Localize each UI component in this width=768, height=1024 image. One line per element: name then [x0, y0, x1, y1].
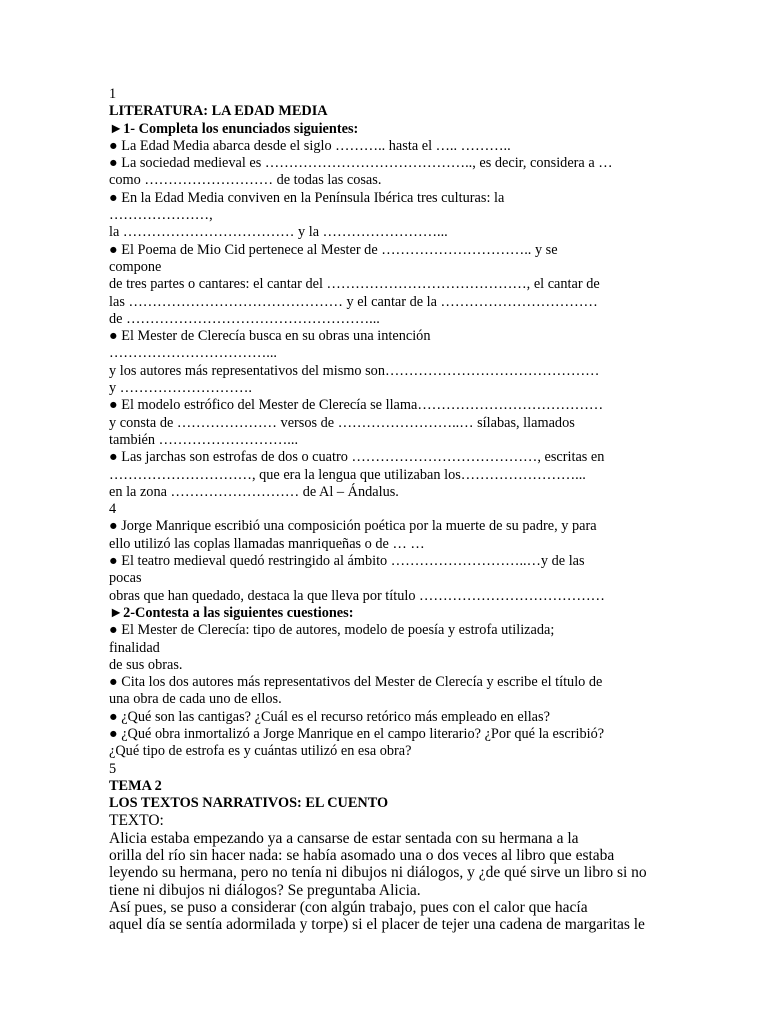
text-line: de ……………………………………………... [109, 310, 380, 327]
text-line: ● El teatro medieval quedó restringido al ámbito ………………………..…y de las [109, 553, 585, 570]
story-line: Así pues, se puso a considerar (con algún trabajo, pues con el calor que hacía [109, 898, 588, 916]
page-number: 4 [109, 501, 117, 518]
story-line: orilla del río sin hacer nada: se había asomado una o dos veces al libro que estaba [109, 847, 615, 865]
unit-title: LITERATURA: LA EDAD MEDIA [109, 103, 328, 120]
theme-heading: TEMA 2 [109, 777, 162, 794]
page-number: 1 [109, 86, 117, 102]
text-line: ……………………………... [109, 345, 277, 362]
text-line: ● Las jarchas son estrofas de dos o cuatro …………………………………, escritas en [109, 449, 605, 466]
story-line: aquel día se sentía adormilada y torpe) si el placer de tejer una cadena de margaritas le [109, 916, 645, 934]
text-line: …………………, [109, 207, 213, 224]
text-line: de tres partes o cantares: el cantar del ……………………………………, el cantar de [109, 276, 600, 293]
document-page [109, 86, 659, 934]
text-line: como ……………………… de todas las cosas. [109, 172, 382, 189]
text-line: ● ¿Qué son las cantigas? ¿Cuál es el recurso retórico más empleado en ellas? [109, 708, 550, 725]
text-line: finalidad [109, 639, 160, 656]
story-line: leyendo su hermana, pero no tenía ni dibujos ni diálogos, y ¿de qué sirve un libro si no [109, 864, 647, 882]
story-line: Alicia estaba empezando ya a cansarse de estar sentada con su hermana a la [109, 829, 579, 847]
text-line: ¿Qué tipo de estrofa es y cuántas utilizó en esa obra? [109, 743, 412, 760]
text-line: obras que han quedado, destaca la que lleva por título ………………………………… [109, 587, 605, 604]
text-line: ● El Poema de Mio Cid pertenece al Mester de ………………………….. y se [109, 241, 558, 258]
text-line: ● Cita los dos autores más representativos del Mester de Clerecía y escribe el título de [109, 674, 603, 691]
text-line: ● Jorge Manrique escribió una composición poética por la muerte de su padre, y para [109, 518, 597, 535]
text-line: y ………………………. [109, 380, 252, 397]
page-number: 5 [109, 760, 117, 777]
text-line: ● En la Edad Media conviven en la Península Ibérica tres culturas: la [109, 189, 505, 206]
exercise-1-heading: ►1- Completa los enunciados siguientes: [109, 120, 359, 137]
text-line: una obra de cada uno de ellos. [109, 691, 282, 708]
text-line: y consta de ………………… versos de ……………………..… sílabas, llamados [109, 414, 575, 431]
text-line: compone [109, 258, 162, 275]
text-line: y los autores más representativos del mismo son……………………………………… [109, 362, 600, 379]
text-line: ● El Mester de Clerecía: tipo de autores, modelo de poesía y estrofa utilizada; [109, 622, 555, 639]
theme-title: LOS TEXTOS NARRATIVOS: EL CUENTO [109, 795, 389, 812]
text-line: ● El Mester de Clerecía busca en su obras una intención [109, 328, 431, 345]
text-line: ● El modelo estrófico del Mester de Clerecía se llama………………………………… [109, 397, 604, 414]
text-line: ● ¿Qué obra inmortalizó a Jorge Manrique en el campo literario? ¿Por qué la escribió? [109, 725, 605, 742]
text-line: ello utilizó las coplas llamadas manriqueñas o de … … [109, 535, 425, 552]
text-line: las ……………………………………… y el cantar de la …………………………… [109, 293, 598, 310]
story-line: tiene ni dibujos ni diálogos? Se preguntaba Alicia. [109, 881, 421, 899]
text-line: …………………………, que era la lengua que utilizaban los……………………... [109, 466, 586, 483]
exercise-2-heading: ►2-Contesta a las siguientes cuestiones: [109, 604, 354, 621]
text-line: en la zona ……………………… de Al – Ándalus. [109, 483, 399, 500]
text-line: también ………………………... [109, 431, 299, 448]
text-line: de sus obras. [109, 656, 183, 673]
text-label: TEXTO: [109, 812, 164, 830]
text-line: ● La sociedad medieval es …………………………………….., es decir, considera a … [109, 155, 613, 172]
text-line: ● La Edad Media abarca desde el siglo ……….. hasta el ….. ……….. [109, 137, 511, 154]
text-line: la ……………………………… y la ……………………... [109, 224, 448, 241]
text-line: pocas [109, 570, 142, 587]
